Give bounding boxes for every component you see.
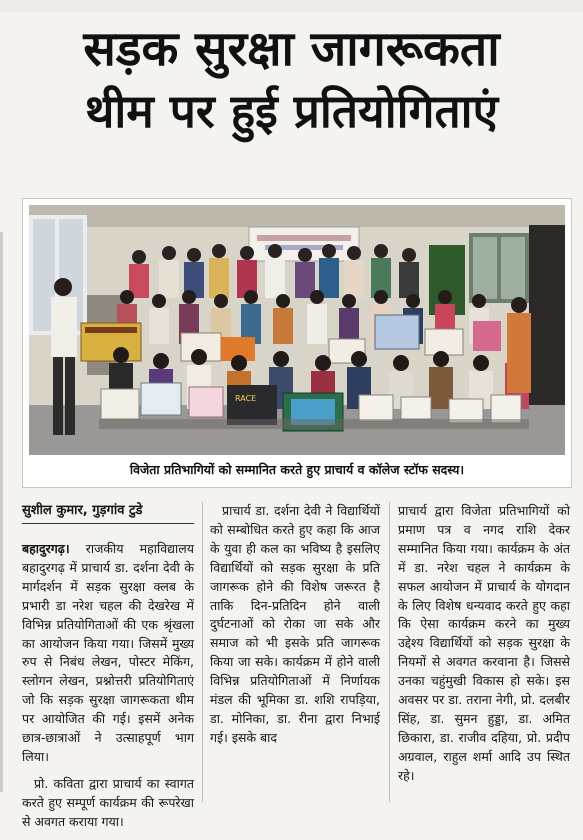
column-divider-2 bbox=[389, 502, 390, 802]
article-paragraph-1-text: राजकीय महाविद्यालय बहादुरगढ़ में प्राचार्य डा. दर्शना देवी के मार्गदर्शन में सड़क सुरक्षा क्लब के प्रभारी डा नरेश चहल की देखरेख में विभिन्न प्रतियोगिताओं की एक श्रृंखला का आयोजन किया गया। जिसमें मुख्य रुप से निबंध लेखन, पोस्टर मेकिंग, स्लोगन लेखन, प्रश्नोत्तरी प्रतियोगिताएं जो कि सड़क सुरक्षा जागरूकता थीम पर आयोजित की गई। इसमें अनेक छात्र-छात्राओं ने उत्साहपूर्ण भाग लिया। bbox=[22, 541, 194, 764]
article-paragraph-2-start bbox=[22, 775, 194, 832]
article-column-2 bbox=[210, 502, 380, 756]
article-paragraph-4-text: प्राचार्य द्वारा विजेता प्रतिभागियों को प्रमाण पत्र व नगद राशि देकर सम्मानित किया गया। कार्यक्रम के अंत में डा. नरेश चहल ने कार्यक्रम के सफल आयोजन में प्राचार्य के योगदान के लिए विशेष धन्यवाद करते हुए कहा कि ऐसा कार्यक्रम करने का मुख्य उद्देश्य विद्यार्थियों को सड़क सुरक्षा के नियमों से अवगत करवाना है। जिससे उनका चहुंमुखी विकास हो सके। इस अवसर पर डा. तराना नेगी, प्रो. दलबीर सिंह, डा. सुमन हुड्डा, डा. अमित छिकारा, डा. राजीव दहिया, प्रो. प्रदीप अग्रवाल, राहुल शर्मा आदि उप स्थित रहे। bbox=[398, 503, 570, 783]
group-photo bbox=[29, 205, 565, 455]
headline bbox=[0, 18, 583, 142]
article-paragraph-3 bbox=[210, 502, 380, 748]
previous-article-strip bbox=[0, 0, 583, 12]
article-paragraph-1 bbox=[22, 540, 194, 767]
byline: सुशील कुमार, गुड़गांव टुडे bbox=[22, 502, 194, 524]
photo-caption: विजेता प्रतिभागियों को सम्मानित करते हुए प्राचार्य व कॉलेज स्टॉफ सदस्य। bbox=[129, 462, 465, 477]
headline-line-2: थीम पर हुई प्रतियोगिताएं bbox=[84, 84, 499, 138]
dateline: बहादुरगढ़। bbox=[22, 541, 70, 556]
article-paragraph-4 bbox=[398, 502, 570, 786]
article-column-1 bbox=[22, 502, 194, 840]
poster-banner-text: RACE bbox=[235, 394, 257, 403]
left-column-rule bbox=[0, 232, 3, 792]
column-divider-1 bbox=[202, 502, 203, 802]
article-column-3 bbox=[398, 502, 570, 794]
article-paragraph-3-text: प्राचार्य डा. दर्शना देवी ने विद्यार्थियों को सम्बोधित करते हुए कहा कि आज के युवा ही कल का भविष्य है इसलिए विद्यार्थियों को सड़क सुरक्षा के प्रति जागरूक होने की विशेष जरूरत है ताकि दिन-प्रतिदिन होने वाली दुर्घटनाओं को रोका जा सके और समाज को भी इसके प्रति जागरूक किया जा सके। कार्यक्रम में होने वाली विभिन्न प्रतियोगिताओं में निर्णायक मंडल की भूमिका डा. शशि रापड़िया, डा. मोनिका, डा. रीना द्वारा निभाई गई। इसके बाद bbox=[210, 503, 380, 745]
headline-line-1: सड़क सुरक्षा जागरूकता bbox=[83, 21, 500, 77]
photo-frame bbox=[22, 198, 572, 488]
article-paragraph-2-text: प्रो. कविता द्वारा प्राचार्य का स्वागत करते हुए सम्पूर्ण कार्यक्रम की रूपरेखा से अवगत कराया गया। bbox=[22, 775, 194, 829]
